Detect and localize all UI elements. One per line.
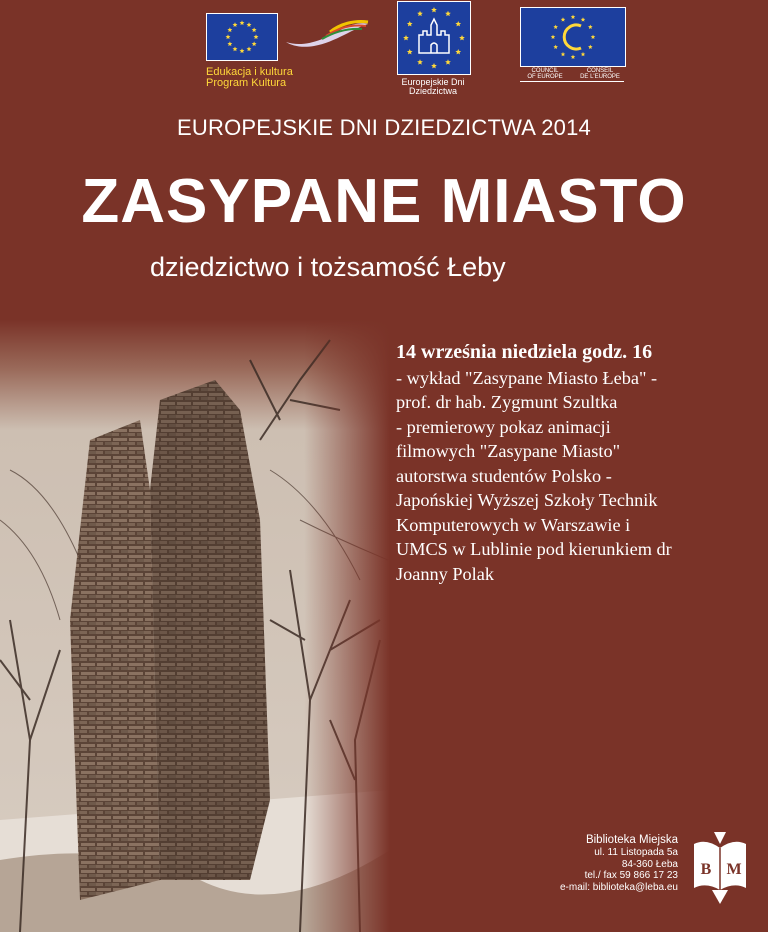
detail-line: Japońskiej Wyższej Szkoły Technik — [396, 490, 658, 510]
detail-line: - premierowy pokaz animacji — [396, 416, 611, 437]
eu-star-icon — [551, 35, 556, 39]
event-name: EUROPEJSKIE DNI DZIEDZICTWA 2014 — [177, 115, 591, 140]
eu-star-icon — [588, 25, 593, 29]
eu-star-icon — [571, 15, 576, 19]
library-contact — [560, 833, 678, 893]
eu-star-icon — [561, 17, 566, 21]
heritage-caption: Europejskie Dni Dziedzictwa — [401, 77, 465, 96]
eu-star-icon — [407, 49, 413, 54]
detail-line: prof. dr hab. Zygmunt Szultka — [396, 392, 618, 412]
eu-star-icon — [252, 27, 257, 32]
detail-line: Komputerowych w Warszawie i — [396, 514, 631, 535]
eu-star-icon — [226, 34, 231, 39]
eu-star-icon — [240, 20, 245, 25]
subtitle: dziedzictwo i tożsamość Łeby — [150, 252, 506, 282]
eu-star-icon — [445, 11, 451, 16]
eu-star-icon — [227, 41, 232, 46]
eu-star-icon — [431, 63, 437, 68]
logo-letter-b: B — [700, 861, 712, 878]
eu-flag-logo — [206, 13, 278, 61]
partner-logos — [0, 0, 768, 110]
eu-star-icon — [588, 45, 593, 49]
eu-star-icon — [553, 25, 558, 29]
detail-line: - wykład "Zasypane Miasto Łeba" - — [396, 367, 658, 388]
library-street: ul. 11 Listopada 5a — [594, 847, 678, 858]
eu-star-icon — [417, 59, 423, 64]
council-of-europe-logo — [520, 7, 626, 67]
heritage-castle-icon — [401, 5, 467, 71]
eu-star-icon — [455, 21, 461, 26]
coe-caption-left: COUNCIL OF EUROPE — [527, 68, 563, 80]
eu-star-icon — [581, 52, 586, 56]
eu-star-icon — [455, 49, 461, 54]
detail-line: Joanny Polak — [396, 563, 495, 584]
eu-star-icon — [254, 34, 259, 39]
eu-star-icon — [561, 52, 566, 56]
coe-divider — [520, 81, 624, 82]
eu-star-icon — [571, 55, 576, 59]
eu-star-icon — [591, 35, 596, 39]
eu-star-icon — [233, 22, 238, 27]
library-email: e-mail: biblioteka@leba.eu — [560, 881, 678, 893]
logo-letter-m: M — [726, 861, 742, 878]
program-caption: Edukacja i kultura Program Kultura — [206, 66, 293, 89]
eu-star-icon — [553, 45, 558, 49]
ruins-photo — [0, 320, 390, 932]
eu-star-icon — [247, 22, 252, 27]
eu-star-icon — [247, 47, 252, 52]
eu-star-icon — [403, 35, 409, 40]
event-date-time: 14 września niedziela godz. 16 — [396, 341, 653, 363]
detail-line: autorstwa studentów Polsko - — [396, 465, 612, 486]
eu-stars-icon — [212, 16, 272, 58]
eu-star-icon — [233, 47, 238, 52]
eu-star-icon — [459, 35, 465, 40]
library-city: 84-360 Łeba — [621, 858, 678, 870]
ruined-tower-image — [0, 320, 390, 932]
eu-star-icon — [581, 17, 586, 21]
council-of-europe-icon — [521, 8, 625, 66]
eu-star-icon — [407, 21, 413, 26]
library-phone: tel./ fax 59 866 17 23 — [584, 870, 678, 881]
event-details — [396, 340, 766, 586]
eu-star-icon — [227, 27, 232, 32]
coe-caption-right: CONSEIL DE L'EUROPE — [580, 68, 620, 80]
culture-programme-swoosh-icon — [284, 18, 370, 52]
eu-star-icon — [252, 41, 257, 46]
detail-line: UMCS w Lublinie pod kierunkiem dr — [396, 539, 672, 559]
detail-line: filmowych "Zasypane Miasto" — [396, 441, 621, 461]
eu-star-icon — [431, 7, 437, 12]
heritage-days-logo — [397, 1, 471, 75]
eu-star-icon — [445, 59, 451, 64]
library-name: Biblioteka Miejska — [585, 834, 678, 846]
page-title: ZASYPANE MIASTO — [81, 167, 687, 236]
eu-star-icon — [240, 48, 245, 53]
library-book-logo — [690, 828, 750, 908]
eu-star-icon — [417, 11, 423, 16]
